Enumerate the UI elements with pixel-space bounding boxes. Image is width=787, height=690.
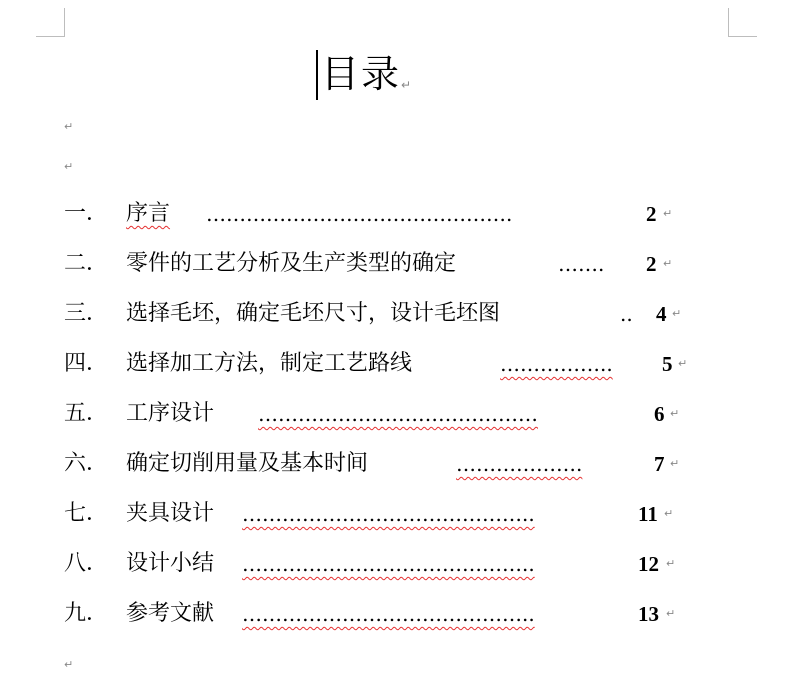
toc-title: 序言 — [126, 201, 171, 226]
toc-row-2[interactable] — [64, 246, 704, 282]
paragraph-mark-icon: ↵ — [678, 357, 688, 370]
paragraph-mark-icon: ↵ — [666, 557, 676, 570]
paragraph-mark-icon: ↵ — [64, 658, 74, 671]
toc-title: 夹具设计 — [126, 501, 215, 526]
document-title[interactable] — [321, 48, 411, 111]
toc-row-9[interactable] — [64, 596, 704, 632]
toc-row-3[interactable] — [64, 296, 704, 332]
toc-page-number: 7 — [654, 452, 665, 476]
toc-page-number: 2 — [646, 252, 657, 276]
text-cursor — [316, 50, 318, 100]
toc-title: 零件的工艺分析及生产类型的确定 — [126, 251, 457, 276]
toc-number: 八． — [64, 551, 109, 576]
toc-number: 七． — [64, 501, 109, 526]
toc-leader-dots: …………………………………….. — [242, 502, 535, 526]
paragraph-mark-icon: ↵ — [670, 407, 680, 420]
toc-page-number: 6 — [654, 402, 665, 426]
toc-row-7[interactable] — [64, 496, 704, 532]
toc-number: 五． — [64, 401, 109, 426]
toc-title: 参考文献 — [126, 601, 215, 626]
toc-number: 四． — [64, 351, 109, 376]
toc-leader-dots: …………………………………….. — [242, 602, 535, 626]
paragraph-mark-icon: ↵ — [401, 78, 412, 92]
paragraph-mark-icon: ↵ — [663, 257, 673, 270]
toc-row-5[interactable] — [64, 396, 704, 432]
toc-leader-dots: …………….. — [500, 352, 613, 376]
toc-page-number: 12 — [638, 552, 659, 576]
toc-title: 确定切削用量及基本时间 — [126, 451, 369, 476]
paragraph-mark-icon: ↵ — [64, 160, 74, 173]
paragraph-mark-icon: ↵ — [666, 607, 676, 620]
toc-row-8[interactable] — [64, 546, 704, 582]
toc-title: 选择加工方法，制定工艺路线 — [126, 351, 413, 376]
toc-leader-dots: .. — [620, 302, 633, 326]
title-text: 目录 — [321, 52, 402, 96]
toc-leader-dots: …………………………………….. — [242, 552, 535, 576]
page-corner-mark-top-right — [728, 8, 757, 37]
toc-title: 设计小结 — [126, 551, 215, 576]
toc-number: 二． — [64, 251, 109, 276]
toc-leader-dots: ……. — [558, 252, 605, 276]
toc-number: 一． — [64, 201, 109, 226]
toc-number: 九． — [64, 601, 109, 626]
toc-leader-dots: ………………………………………. — [206, 202, 513, 226]
paragraph-mark-icon: ↵ — [672, 307, 682, 320]
paragraph-mark-icon: ↵ — [663, 207, 673, 220]
paragraph-mark-icon: ↵ — [664, 507, 674, 520]
toc-page-number: 2 — [646, 202, 657, 226]
toc-page-number: 5 — [662, 352, 673, 376]
toc-number: 六． — [64, 451, 109, 476]
toc-row-1[interactable] — [64, 196, 704, 232]
paragraph-mark-icon: ↵ — [670, 457, 680, 470]
paragraph-mark-icon: ↵ — [64, 120, 74, 133]
page-corner-mark-top-left — [36, 8, 65, 37]
toc-page-number: 11 — [638, 502, 658, 526]
toc-row-4[interactable] — [64, 346, 704, 382]
toc-title: 工序设计 — [126, 401, 215, 426]
toc-leader-dots: …………………………………… — [258, 402, 538, 426]
toc-row-6[interactable] — [64, 446, 704, 482]
toc-page-number: 13 — [638, 602, 659, 626]
toc-title: 选择毛坯，确定毛坯尺寸，设计毛坯图 — [126, 301, 501, 326]
toc-number: 三． — [64, 301, 109, 326]
toc-leader-dots: ………………. — [456, 452, 583, 476]
toc-page-number: 4 — [656, 302, 667, 326]
